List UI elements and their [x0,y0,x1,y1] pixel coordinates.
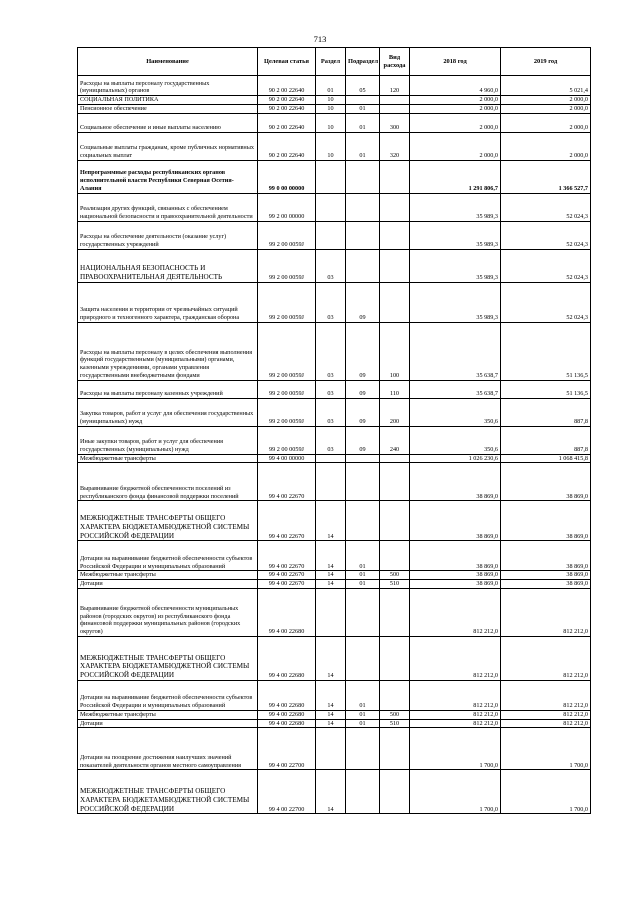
header-2018: 2018 год [410,48,501,76]
cell-section [316,454,346,463]
cell-name: СОЦИАЛЬНАЯ ПОЛИТИКА [78,96,258,105]
cell-name: Дотации на выравнивание бюджетной обеспеченности субъектов Российской Федерации и муниципальных образований [78,680,258,710]
cell-subsection [346,249,380,282]
table-row [78,398,591,426]
header-expense-type: Вид расхода [380,48,410,76]
cell-expense-type [380,454,410,463]
cell-section: 03 [316,249,346,282]
cell-section: 14 [316,636,346,680]
cell-target: 99 2 00 0059J [258,249,316,282]
cell-expense-type [380,282,410,322]
cell-expense-type: 510 [380,719,410,728]
cell-2019: 887,8 [501,426,591,454]
table-row [78,541,591,571]
cell-target: 99 4 00 22700 [258,728,316,770]
cell-2018: 2 000,0 [410,113,501,132]
cell-2019: 38 869,0 [501,571,591,580]
cell-2018: 350,6 [410,398,501,426]
cell-section [316,160,346,193]
cell-2019: 2 000,0 [501,96,591,105]
table-row [78,221,591,249]
budget-table [77,47,591,814]
cell-section: 03 [316,380,346,398]
cell-expense-type: 500 [380,571,410,580]
cell-subsection [346,454,380,463]
cell-section: 14 [316,680,346,710]
cell-section: 10 [316,96,346,105]
table-row [78,728,591,770]
table-row [78,132,591,160]
cell-target: 99 2 00 0059J [258,221,316,249]
cell-expense-type: 100 [380,322,410,380]
cell-name: Непрограммные расходы республиканских органов исполнительной власти Республики Северная Осетия-Алания [78,160,258,193]
cell-subsection: 01 [346,580,380,589]
cell-target: 99 4 00 22680 [258,588,316,636]
table-row [78,770,591,814]
cell-2019: 812 212,0 [501,719,591,728]
cell-expense-type: 200 [380,398,410,426]
cell-name: Дотации [78,719,258,728]
cell-section: 14 [316,710,346,719]
cell-2018: 812 212,0 [410,710,501,719]
cell-subsection [346,770,380,814]
cell-expense-type [380,636,410,680]
cell-name: Социальное обеспечение и иные выплаты населению [78,113,258,132]
cell-name: Расходы на обеспечение деятельности (оказание услуг) государственных учреждений [78,221,258,249]
cell-name: Дотации на выравнивание бюджетной обеспеченности субъектов Российской Федерации и муниципальных образований [78,541,258,571]
cell-section: 10 [316,104,346,113]
table-row [78,193,591,221]
cell-2019: 38 869,0 [501,541,591,571]
cell-2019: 812 212,0 [501,588,591,636]
table-row [78,104,591,113]
cell-2019: 2 000,0 [501,104,591,113]
table-row [78,113,591,132]
cell-expense-type: 510 [380,580,410,589]
cell-expense-type [380,193,410,221]
cell-2018: 812 212,0 [410,636,501,680]
cell-subsection: 09 [346,380,380,398]
cell-subsection: 09 [346,282,380,322]
cell-section: 14 [316,719,346,728]
cell-2018: 1 700,0 [410,728,501,770]
cell-expense-type [380,249,410,282]
table-row [78,96,591,105]
cell-section: 14 [316,501,346,541]
cell-target: 90 2 00 22640 [258,76,316,96]
cell-expense-type [380,680,410,710]
cell-2019: 1 700,0 [501,728,591,770]
cell-2019: 38 869,0 [501,463,591,501]
cell-2019: 1 366 527,7 [501,160,591,193]
cell-name: МЕЖБЮДЖЕТНЫЕ ТРАНСФЕРТЫ ОБЩЕГО ХАРАКТЕРА БЮДЖЕТАМБЮДЖЕТНОЙ СИСТЕМЫ РОССИЙСКОЙ ФЕДЕРАЦИИ [78,501,258,541]
cell-target: 90 2 00 22640 [258,132,316,160]
page-number: 713 [313,34,327,44]
cell-2018: 35 989,3 [410,282,501,322]
cell-subsection: 09 [346,322,380,380]
cell-expense-type [380,160,410,193]
table-row [78,580,591,589]
cell-subsection: 05 [346,76,380,96]
cell-name: Межбюджетные трансферты [78,454,258,463]
table-row [78,588,591,636]
header-subsection: Подраздел [346,48,380,76]
cell-section: 14 [316,580,346,589]
cell-2019: 887,8 [501,398,591,426]
cell-2019: 52 024,3 [501,249,591,282]
cell-target: 99 2 00 0059J [258,426,316,454]
cell-name: Межбюджетные трансферты [78,710,258,719]
cell-section: 03 [316,322,346,380]
cell-2019: 812 212,0 [501,636,591,680]
cell-subsection: 01 [346,541,380,571]
cell-2018: 2 000,0 [410,96,501,105]
cell-2018: 812 212,0 [410,719,501,728]
cell-expense-type [380,104,410,113]
cell-2018: 38 869,0 [410,541,501,571]
cell-2018: 1 291 806,7 [410,160,501,193]
table-row [78,380,591,398]
cell-name: Расходы на выплаты персоналу государственных (муниципальных) органов [78,76,258,96]
cell-target: 90 2 00 22640 [258,96,316,105]
header-2019: 2019 год [501,48,591,76]
table-row [78,76,591,96]
cell-2018: 35 989,3 [410,221,501,249]
table-row [78,710,591,719]
table-row [78,282,591,322]
cell-target: 99 2 00 0059J [258,282,316,322]
cell-2019: 38 869,0 [501,501,591,541]
cell-section [316,588,346,636]
cell-2018: 38 869,0 [410,501,501,541]
cell-section: 14 [316,541,346,571]
cell-subsection [346,728,380,770]
cell-name: Пенсионное обеспечение [78,104,258,113]
cell-2019: 52 024,3 [501,221,591,249]
cell-expense-type: 320 [380,132,410,160]
cell-target: 99 2 00 00000 [258,193,316,221]
cell-subsection: 01 [346,680,380,710]
cell-2018: 35 638,7 [410,380,501,398]
cell-2018: 38 869,0 [410,463,501,501]
cell-target: 99 4 00 22680 [258,636,316,680]
cell-expense-type: 120 [380,76,410,96]
cell-subsection [346,463,380,501]
cell-expense-type [380,463,410,501]
cell-2019: 2 000,0 [501,132,591,160]
cell-target: 99 2 00 0059J [258,322,316,380]
cell-2018: 2 000,0 [410,104,501,113]
cell-target: 90 2 00 22640 [258,113,316,132]
cell-target: 99 4 00 22670 [258,541,316,571]
cell-2019: 812 212,0 [501,710,591,719]
table-row [78,571,591,580]
table-row [78,636,591,680]
cell-target: 99 4 00 22680 [258,719,316,728]
cell-2018: 38 869,0 [410,571,501,580]
cell-2018: 812 212,0 [410,588,501,636]
cell-subsection: 01 [346,710,380,719]
cell-target: 99 2 00 0059J [258,380,316,398]
cell-expense-type: 500 [380,710,410,719]
cell-target: 99 4 00 00000 [258,454,316,463]
cell-section: 14 [316,571,346,580]
cell-name: Иные закупки товаров, работ и услуг для обеспечения государственных (муниципальных) нужд [78,426,258,454]
cell-section: 03 [316,426,346,454]
cell-name: Реализация других функций, связанных с обеспечением национальной безопасности и правоохранительной деятельности [78,193,258,221]
table-row [78,719,591,728]
cell-2018: 4 960,0 [410,76,501,96]
cell-target: 99 4 00 22670 [258,501,316,541]
cell-2019: 38 869,0 [501,580,591,589]
cell-subsection [346,96,380,105]
cell-subsection: 01 [346,104,380,113]
cell-section: 14 [316,770,346,814]
cell-expense-type [380,96,410,105]
cell-name: Расходы на выплаты персоналу казенных учреждений [78,380,258,398]
table-row [78,454,591,463]
cell-2018: 350,6 [410,426,501,454]
cell-subsection [346,501,380,541]
table-header-row [78,48,591,76]
cell-target: 99 2 00 0059J [258,398,316,426]
cell-section: 10 [316,132,346,160]
cell-2019: 812 212,0 [501,680,591,710]
cell-target: 99 0 00 00000 [258,160,316,193]
cell-name: Выравнивание бюджетной обеспеченности муниципальных районов (городских округов) из республиканского фонда финансовой поддержки муниципальных районов (городских округов) [78,588,258,636]
cell-target: 90 2 00 22640 [258,104,316,113]
cell-2019: 51 136,5 [501,322,591,380]
table-row [78,463,591,501]
cell-name: Выравнивание бюджетной обеспеченности поселений из республиканского фонда финансовой поддержки поселений [78,463,258,501]
cell-subsection: 09 [346,398,380,426]
table-body [78,76,591,814]
cell-expense-type [380,541,410,571]
cell-name: Социальные выплаты гражданам, кроме публичных нормативных социальных выплат [78,132,258,160]
cell-target: 99 4 00 22670 [258,571,316,580]
cell-subsection: 01 [346,113,380,132]
cell-section: 01 [316,76,346,96]
cell-subsection: 01 [346,571,380,580]
table-row [78,426,591,454]
cell-target: 99 4 00 22670 [258,463,316,501]
cell-2019: 1 068 415,8 [501,454,591,463]
cell-2019: 1 700,0 [501,770,591,814]
cell-name: МЕЖБЮДЖЕТНЫЕ ТРАНСФЕРТЫ ОБЩЕГО ХАРАКТЕРА БЮДЖЕТАМБЮДЖЕТНОЙ СИСТЕМЫ РОССИЙСКОЙ ФЕДЕРАЦИИ [78,636,258,680]
cell-name: Дотации на поощрение достижения наилучших значений показателей деятельности органов местного самоуправления [78,728,258,770]
cell-2019: 51 136,5 [501,380,591,398]
cell-name: МЕЖБЮДЖЕТНЫЕ ТРАНСФЕРТЫ ОБЩЕГО ХАРАКТЕРА БЮДЖЕТАМБЮДЖЕТНОЙ СИСТЕМЫ РОССИЙСКОЙ ФЕДЕРАЦИИ [78,770,258,814]
cell-section [316,221,346,249]
cell-subsection [346,193,380,221]
cell-target: 99 4 00 22680 [258,680,316,710]
table-row [78,249,591,282]
cell-expense-type [380,588,410,636]
cell-name: Межбюджетные трансферты [78,571,258,580]
cell-expense-type [380,728,410,770]
cell-2019: 2 000,0 [501,113,591,132]
cell-name: Расходы на выплаты персоналу в целях обеспечения выполнения функций государственными (муниципальными) органами, казенными учреждениями, органами управления государственными внебюджетными фондами [78,322,258,380]
cell-section [316,193,346,221]
cell-expense-type: 300 [380,113,410,132]
cell-section [316,463,346,501]
cell-2018: 1 700,0 [410,770,501,814]
cell-name: Закупка товаров, работ и услуг для обеспечения государственных (муниципальных) нужд [78,398,258,426]
cell-section: 03 [316,398,346,426]
cell-target: 99 4 00 22700 [258,770,316,814]
cell-section: 03 [316,282,346,322]
table-row [78,501,591,541]
cell-2018: 35 989,3 [410,249,501,282]
header-name: Наименование [78,48,258,76]
cell-2019: 52 024,3 [501,282,591,322]
cell-expense-type [380,501,410,541]
cell-subsection: 01 [346,132,380,160]
cell-expense-type [380,221,410,249]
cell-subsection [346,636,380,680]
cell-section [316,728,346,770]
cell-expense-type [380,770,410,814]
cell-2018: 38 869,0 [410,580,501,589]
cell-2018: 35 989,3 [410,193,501,221]
cell-expense-type: 240 [380,426,410,454]
cell-2018: 2 000,0 [410,132,501,160]
cell-subsection [346,221,380,249]
cell-name: НАЦИОНАЛЬНАЯ БЕЗОПАСНОСТЬ И ПРАВООХРАНИТЕЛЬНАЯ ДЕЯТЕЛЬНОСТЬ [78,249,258,282]
table-row [78,160,591,193]
cell-section: 10 [316,113,346,132]
cell-2018: 812 212,0 [410,680,501,710]
cell-subsection: 09 [346,426,380,454]
cell-name: Защита населения и территории от чрезвычайных ситуаций природного и техногенного характера, гражданская оборона [78,282,258,322]
cell-subsection: 01 [346,719,380,728]
table-row [78,322,591,380]
cell-expense-type: 110 [380,380,410,398]
cell-name: Дотации [78,580,258,589]
cell-target: 99 4 00 22670 [258,580,316,589]
table-row [78,680,591,710]
cell-2018: 1 026 230,6 [410,454,501,463]
cell-target: 99 4 00 22680 [258,710,316,719]
header-section: Раздел [316,48,346,76]
header-target: Целевая статья [258,48,316,76]
cell-2019: 5 021,4 [501,76,591,96]
cell-2019: 52 024,3 [501,193,591,221]
cell-2018: 35 638,7 [410,322,501,380]
cell-subsection [346,588,380,636]
cell-subsection [346,160,380,193]
